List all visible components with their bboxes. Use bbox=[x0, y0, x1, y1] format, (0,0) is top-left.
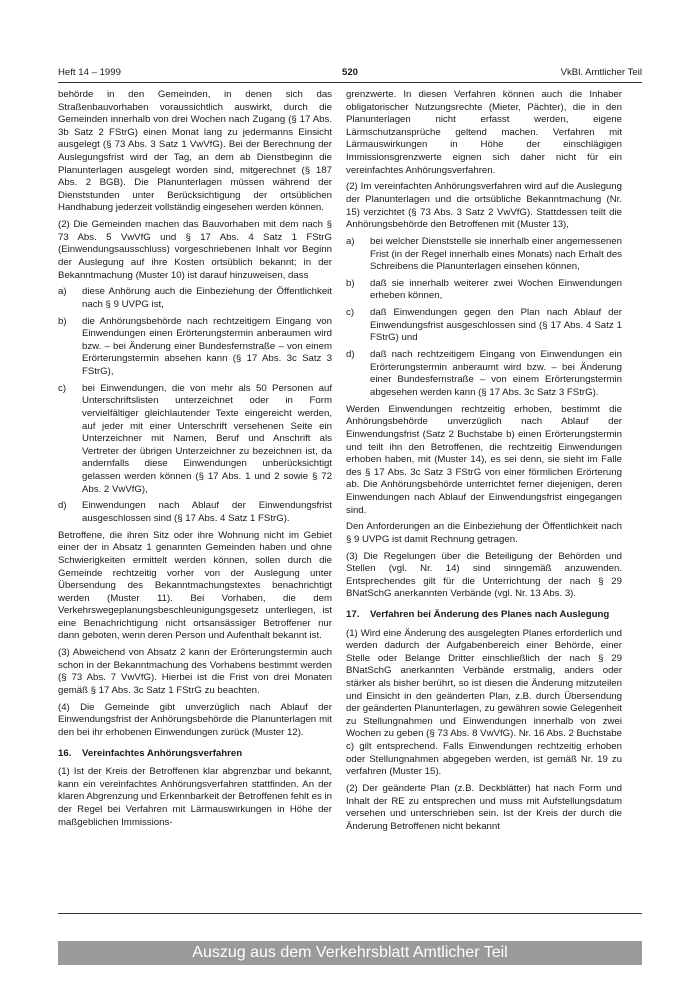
section-heading-16 bbox=[58, 748, 332, 761]
page-header bbox=[58, 0, 642, 80]
paragraph: Werden Einwendungen rechtzeitig erhoben, bestimmt die Anhörungsbehörde unverzüglich nach Ablauf der Einwendungsfrist (Satz 2 Buchstabe b) einen Erörterungstermin und teilt ihn den Betroffenen, die rechtzeitig Einwendungen erhoben haben, mit (Muster 14), es sei denn, sie sieht im Falle des § 17 Abs. 3c Satz 3 FStrG von einer förmlichen Erörterung ab. Die Anhörungsbehörde unterrichtet ferner diejenigen, deren Einwendungen nach Ablauf der Einwendungsfrist eingegangen sind. bbox=[346, 403, 622, 516]
section-number: 16. bbox=[58, 747, 72, 759]
paragraph: (2) Die Gemeinden machen das Bauvorhaben mit dem nach § 73 Abs. 5 VwVfG und § 17 Abs. 4 Satz 1 FStrG (Einwendungsausschluss) vorgeschriebenen Inhalt vor Beginn der Auslegung auf ihre Kosten ortsüblich bekannt; in der Bekanntmachung (Muster 10) ist darauf hinzuweisen, dass bbox=[58, 219, 332, 281]
footer-banner: Auszug aus dem Verkehrsblatt Amtlicher Teil bbox=[58, 941, 642, 965]
list-item-text: daß Einwendungen gegen den Plan nach Ablauf der Einwendungsfrist ausgeschlossen sind (§ 17 Abs. 4 Satz 1 FStrG) und bbox=[370, 307, 622, 344]
paragraph: grenzwerte. In diesen Verfahren können auch die Inhaber obligatorischer Nutzungsrechte (Mieter, Pächter), die in den Planunterlagen nicht erfasst werden, eigene Lärmschutzansprüche geltend machen. Verfahren mit Lärmauswirkungen in Höhe der einschlägigen Immissionsgrenzwerte eignen sich daher nicht für ein vereinfachtes Anhörungsverfahren. bbox=[346, 89, 622, 176]
page-number: 520 bbox=[341, 67, 358, 78]
right-column bbox=[346, 89, 622, 838]
list-item bbox=[58, 500, 332, 525]
list-item-text: daß sie innerhalb weiterer zwei Wochen Einwendungen erheben können, bbox=[370, 277, 622, 302]
list-item-text: bei Einwendungen, die von mehr als 50 Personen auf Unterschriftslisten unterzeichnet oder in Form vervielfältiger gleichlautender Texte eingereicht werden, auf jeder mit einer Unterschrift versehenen Seite ein Unterzeichner mit Namen, Beruf und Anschrift als Vertreter der übrigen Unterzeichner zu bezeichnen ist, da andernfalls diese Einwendungen unberücksichtigt gelassen werden können (§ 17 Abs. 1 und 2 sowie § 72 Abs. 2 VwVfG), bbox=[82, 382, 332, 495]
list-item-label: b) bbox=[346, 277, 355, 289]
section-number: 17. bbox=[346, 609, 360, 621]
list-item-text: bei welcher Dienststelle sie innerhalb einer angemessenen Frist (in der Regel innerhalb eines Monats) nach Erhalt des Schreibens die Planunterlagen einsehen können, bbox=[370, 235, 622, 273]
list-item-text: diese Anhörung auch die Einbeziehung der Öffentlichkeit nach § 9 UVPG ist, bbox=[82, 286, 332, 310]
list-item-text: die Anhörungsbehörde nach rechtzeitigem Eingang von Einwendungen einen Erörterungstermin anberaumen wird bzw. – bei Änderung einer Bundesfernstraße – von einem Erörterungstermin absehen kann (§ 17 Abs. 3c Satz 3 FStrG), bbox=[82, 315, 332, 378]
list-item bbox=[58, 316, 332, 379]
issue-label: Heft 14 – 1999 bbox=[58, 67, 121, 78]
section-title: Vereinfachtes Anhörungsverfahren bbox=[82, 747, 243, 759]
list-item bbox=[346, 236, 622, 274]
list-item bbox=[58, 383, 332, 496]
paragraph: (3) Die Regelungen über die Beteiligung der Behörden und Stellen (vgl. Nr. 14) sind sinngemäß anzuwenden. Entsprechendes gilt für die Unterrichtung der nach § 29 BNatSchG anerkannten Verbände (vgl. Nr. 13 Abs. 3). bbox=[346, 550, 622, 600]
list-item-text: daß nach rechtzeitigem Eingang von Einwendungen ein Erörterungstermin anberaumt wird bzw. – bei Änderung einer Bundesfernstraße – von einem Erörterungstermin abgesehen werden kann (§ 17 Abs. 3c Satz 3 FStrG). bbox=[370, 349, 622, 398]
list-item bbox=[346, 278, 622, 303]
paragraph: Den Anforderungen an die Einbeziehung der Öffentlichkeit nach § 9 UVPG ist damit Rechnung getragen. bbox=[346, 521, 622, 545]
paragraph: (1) Ist der Kreis der Betroffenen klar abgrenzbar und bekannt, kann ein vereinfachtes Anhörungsverfahren stattfinden. An der klaren Abgrenzung und Erkennbarkeit der Betroffenen fehlt es in der Regel bei Verfahren mit Lärmauswirkungen in Höhe der maßgeblichen Immissions- bbox=[58, 766, 332, 828]
list-item-label: d) bbox=[58, 500, 67, 512]
publication-label: VkBl. Amtlicher Teil bbox=[560, 67, 642, 78]
paragraph: Betroffene, die ihren Sitz oder ihre Wohnung nicht im Gebiet einer der in Absatz 1 genannten Gemeinden haben und ohne Schwierigkeiten ermittelt werden können, sollen durch die Gemeinde rechtzeitig vorher von der Auslegung unter Übersendung des Bekanntmachungstextes benachrichtigt werden (Muster 11). Bei Vorhaben, die dem Verkehrswegeplanungsbeschleunigungsgesetz unterliegen, ist eine Benachrichtigung nicht ortsansässiger Betroffener nur dann geboten, wenn deren Person und Aufenthalt bekannt ist. bbox=[58, 529, 332, 642]
list-item-label: c) bbox=[58, 382, 67, 394]
paragraph: behörde in den Gemeinden, in denen sich das Straßenbauvorhaben voraussichtlich auswirkt, durch die Gemeinden innerhalb von drei Wochen nach Zugang (§ 17 Abs. 3b Satz 2 FStrG) einen Monat lang zu jedermanns Einsicht ausgelegt (§ 73 Abs. 3 Satz 1 VwVfG). Bei der Berechnung der Auslegungsfrist wird der Tag, an dem ab Dienstbeginn die Planunterlagen ausgelegt worden sind, mitgerechnet (§ 187 Abs. 2 BGB). Die Planunterlagen müssen während der Dienststunden unter Berücksichtigung der ortsüblichen Handhabung jederzeit vollständig eingesehen werden können. bbox=[58, 89, 332, 214]
list-item-label: a) bbox=[346, 235, 355, 247]
paragraph: (2) Im vereinfachten Anhörungsverfahren wird auf die Auslegung der Planunterlagen und die ortsübliche Bekanntmachung (Nr. 15) verzichtet (§ 73 Abs. 3 Satz 2 VwVfG). Stattdessen teilt die Anhörungsbehörde den Betroffenen mit (Muster 13), bbox=[346, 181, 622, 231]
list-item bbox=[346, 307, 622, 345]
list-item-label: b) bbox=[58, 315, 67, 327]
section-title: Verfahren bei Änderung des Planes nach Auslegung bbox=[370, 609, 610, 621]
paragraph: (3) Abweichend von Absatz 2 kann der Erörterungstermin auch schon in der Bekanntmachung des Vorhabens bestimmt werden (§ 73 Abs. 7 VwVfG). Hierbei ist die Frist von drei Monaten gemäß § 17 Abs. 3c Satz 1 FStrG zu beachten. bbox=[58, 647, 332, 697]
paragraph: (4) Die Gemeinde gibt unverzüglich nach Ablauf der Einwendungsfrist der Anhörungsbehörde die Planunterlagen mit den bei ihr erhobenen Einwendungen zurück (Muster 12). bbox=[58, 701, 332, 738]
paragraph: (2) Der geänderte Plan (z.B. Deckblätter) hat nach Form und Inhalt der RE zu entsprechen und muss mit Aufstellungsdatum versehen und unterschrieben sein. Ist der Kreis der durch die Änderung Betroffenen nicht bekannt bbox=[346, 782, 622, 832]
list-item bbox=[346, 349, 622, 399]
section-heading-17 bbox=[346, 609, 622, 622]
footer-divider bbox=[58, 913, 642, 914]
header-divider bbox=[58, 82, 642, 83]
list-item-label: a) bbox=[58, 286, 67, 298]
paragraph: (1) Wird eine Änderung des ausgelegten Planes erforderlich und werden dadurch der Aufgabenbereich einer Behörde, einer Stelle oder Belange Dritter einschließlich der nach § 29 BNatSchG anerkannten Verbände erstmalig, anders oder stärker als bisher berührt, so ist diesen die Änderung mitzuteilen und Einsicht in den geänderten Plan, z.B. durch Übersendung der geänderten Planunterlagen, zu gewähren sowie Gelegenheit zu Stellungnahmen und Einwendungen innerhalb von zwei Wochen zu geben (§ 73 Abs. 8 VwVfG). Nr. 16 Abs. 2 Buchstabe c) gilt entsprechend. Falls Einwendungen rechtzeitig erhoben oder Stellungnahmen abgegeben werden, ist gemäß Nr. 19 zu verfahren (Muster 15). bbox=[346, 627, 622, 778]
list-item-label: c) bbox=[346, 307, 355, 319]
list-item bbox=[58, 286, 332, 311]
left-column bbox=[58, 89, 332, 833]
list-item-label: d) bbox=[346, 349, 355, 361]
list-item-text: Einwendungen nach Ablauf der Einwendungsfrist ausgeschlossen sind (§ 17 Abs. 4 Satz 1 FStrG). bbox=[82, 500, 332, 524]
